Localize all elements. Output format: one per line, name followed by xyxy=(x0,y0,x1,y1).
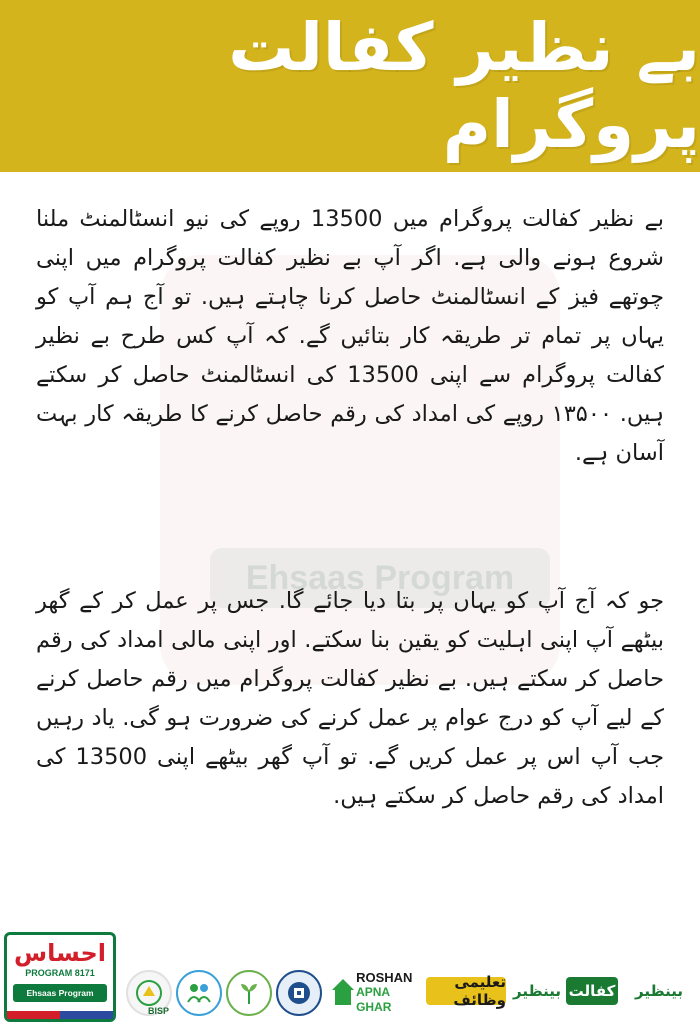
bisp-label: BISP xyxy=(148,1006,170,1016)
kafalat-tag: کفالت xyxy=(566,977,618,1005)
benazir-tag-1: بینظیر xyxy=(508,977,566,1005)
roshan-line-2: APNA GHAR xyxy=(356,984,392,1014)
page-title: بے نظیر کفالت پروگرام xyxy=(228,9,700,163)
growth-icon xyxy=(226,970,272,1016)
watermark-text: Ehsaas Program xyxy=(210,548,550,608)
ehsaas-logo-urdu: احساس xyxy=(13,939,107,967)
ehsaas-logo-band: Ehsaas Program xyxy=(13,984,107,1002)
article-paragraph-2: جو کہ آج آپ کو یہاں پر بتا دیا جائے گا. جس پر عمل کر کے گھر بیٹھے آپ اپنی اہلیت کو یقین بنا سکتے. اور اپنی مالی امداد کی رقم حاصل کر سکتے ہیں. بے نظیر کفالت پروگرام میں رقم حاصل کرنے کے لیے آپ کو درج عوام پر عمل کرنے کی ضرورت ہو گی. یاد رہیں جب آپ اس پر عمل کریں گے. تو آپ گھر بیٹھے اپنی 13500 کی امداد کی رقم حاصل کر سکتے ہیں. xyxy=(36,588,664,809)
ehsaas-logo xyxy=(4,932,116,1022)
roshan-line-1: ROSHAN xyxy=(356,969,413,985)
article-paragraph-1: بے نظیر کفالت پروگرام میں 13500 روپے کی نیو انسٹالمنٹ ملنا شروع ہونے والی ہے. اگر آپ بے نظیر کفالت پروگرام میں اپنی چوتھے فیز کے انسٹالمنٹ حاصل کرنا چاہتے ہیں. تو آج ہم آپ کو یہاں پر تمام تر طریقہ کار بتائیں گے. کہ آپ کس طرح بے نظیر کفالت پروگرام سے اپنی 13500 کی انسٹالمنٹ حاصل کر سکتے ہیں. ۱۳۵۰۰ روپے کی امداد کی رقم حاصل کرنے کا طریقہ کار بہت آسان ہے. xyxy=(36,206,665,466)
header-banner xyxy=(0,0,700,172)
house-icon xyxy=(332,979,352,1005)
taleemi-wazaif-tag: تعلیمی وظائف xyxy=(426,977,506,1005)
roshan-apna-ghar-logo xyxy=(332,969,422,1014)
benazir-tag-2: بینظیر xyxy=(622,977,696,1005)
emblem-icon xyxy=(276,970,322,1016)
people-icon xyxy=(176,970,222,1016)
ehsaas-logo-program: PROGRAM 8171 xyxy=(25,968,95,978)
ehsaas-logo-stripe xyxy=(7,1011,113,1019)
